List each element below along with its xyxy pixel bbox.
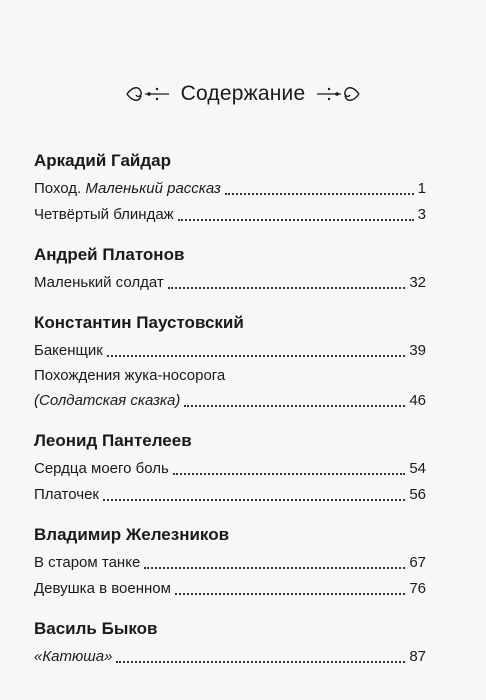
leader-dots — [175, 593, 405, 595]
leader-dots — [107, 355, 405, 357]
section-bykov — [34, 616, 426, 670]
section-zheleznikov — [34, 522, 426, 602]
table-of-contents — [34, 148, 426, 684]
page-number: 39 — [409, 342, 426, 359]
author-name: Андрей Платонов — [34, 245, 185, 264]
leader-dots — [225, 193, 414, 195]
entry-title[interactable]: Похождения жука-носорога — [34, 367, 226, 384]
entry-subtitle: (Солдатская сказка) — [34, 392, 181, 409]
page-number: 67 — [409, 554, 426, 571]
author-name: Аркадий Гайдар — [34, 151, 171, 170]
author-name: Леонид Пантелеев — [34, 431, 192, 450]
leader-dots — [103, 499, 405, 501]
leader-dots — [184, 405, 405, 407]
toc-entry[interactable] — [34, 644, 426, 670]
page-number: 56 — [409, 486, 426, 503]
entry-title: «Катюша» — [34, 648, 113, 665]
entry-title: Бакенщик — [34, 342, 103, 359]
entry-title: Маленький солдат — [34, 274, 164, 291]
toc-entry[interactable] — [34, 456, 426, 482]
toc-entry[interactable] — [34, 388, 426, 414]
author-name: Владимир Железников — [34, 525, 230, 544]
toc-entry[interactable] — [34, 550, 426, 576]
page-number: 46 — [409, 392, 426, 409]
toc-entry[interactable] — [34, 482, 426, 508]
toc-entry[interactable] — [34, 576, 426, 602]
section-panteleev — [34, 428, 426, 508]
page-number: 76 — [409, 580, 426, 597]
entry-title: Девушка в военном — [34, 580, 171, 597]
page-number: 1 — [417, 180, 426, 197]
page-number: 54 — [409, 460, 426, 477]
page-number: 32 — [409, 274, 426, 291]
page-number: 87 — [409, 648, 426, 665]
leader-dots — [168, 287, 406, 289]
leader-dots — [116, 661, 405, 663]
toc-entry[interactable] — [34, 176, 426, 202]
toc-entry[interactable] — [34, 338, 426, 364]
entry-title: В старом танке — [34, 554, 141, 571]
entry-title: Поход. Маленький рассказ — [34, 180, 221, 197]
author-name: Василь Быков — [34, 619, 158, 638]
left-ornament-icon — [125, 83, 171, 105]
page-title: Содержание — [180, 82, 306, 105]
section-platonov — [34, 242, 426, 296]
leader-dots — [173, 473, 405, 475]
entry-title: Сердца моего боль — [34, 460, 169, 477]
page-number: 3 — [417, 206, 426, 223]
section-paustovsky — [34, 310, 426, 414]
entry-title: Платочек — [34, 486, 99, 503]
title-row — [0, 82, 486, 106]
right-ornament-icon — [315, 83, 361, 105]
toc-entry[interactable] — [34, 202, 426, 228]
leader-dots — [144, 567, 405, 569]
leader-dots — [178, 219, 414, 221]
toc-entry[interactable] — [34, 270, 426, 296]
entry-title: Четвёртый блиндаж — [34, 206, 174, 223]
section-gaidar — [34, 148, 426, 228]
author-name: Константин Паустовский — [34, 313, 244, 332]
